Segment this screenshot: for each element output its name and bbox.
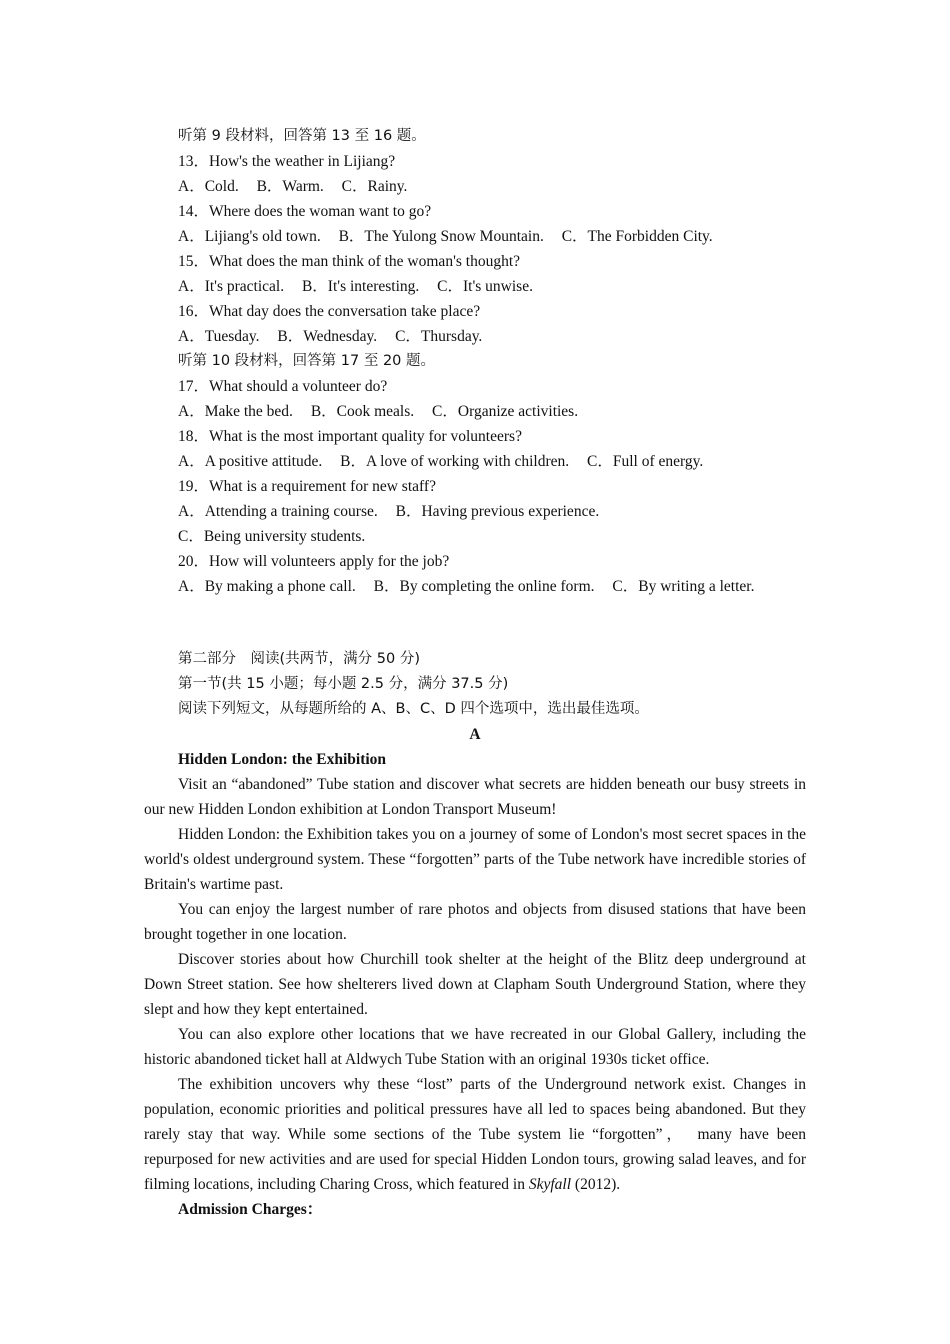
question-16: 16．What day does the conversation take place? bbox=[178, 303, 481, 320]
option-a: A．Tuesday. bbox=[178, 328, 260, 345]
paragraph-1: Visit an “abandoned” Tube station and discover what secrets are hidden beneath our busy streets in our new Hidden London exhibition at London Transport Museum! bbox=[144, 776, 806, 818]
paragraph-2: Hidden London: the Exhibition takes you on a journey of some of London's most secret spaces in the world's oldest underground system. These “forgotten” parts of the Tube network have incredible stories of Britain's wartime past. bbox=[144, 826, 806, 893]
question-19: 19．What is a requirement for new staff? bbox=[178, 478, 436, 495]
question-17: 17．What should a volunteer do? bbox=[178, 378, 388, 395]
option-a: A．Cold. bbox=[178, 178, 239, 195]
option-b: B．Warm. bbox=[256, 178, 324, 195]
option-b: B．It's interesting. bbox=[301, 278, 420, 295]
section-spacer bbox=[144, 599, 806, 647]
section-one-heading: 第一节(共 15 小题；每小题 2.5 分，满分 37.5 分) bbox=[178, 676, 509, 692]
question-18: 18．What is the most important quality for volunteers? bbox=[178, 428, 522, 445]
question-19-options bbox=[144, 499, 806, 524]
film-title: Skyfall bbox=[528, 1176, 572, 1193]
option-c: C．By writing a letter. bbox=[612, 578, 755, 595]
option-c: C．Being university students. bbox=[178, 528, 366, 545]
paragraph-6-end: (2012). bbox=[571, 1176, 621, 1193]
question-14: 14．Where does the woman want to go? bbox=[178, 203, 432, 220]
passage-title: Hidden London: the Exhibition bbox=[178, 751, 387, 768]
question-17-options bbox=[144, 399, 806, 424]
question-15: 15．What does the man think of the woman's thought? bbox=[178, 253, 521, 270]
document-page bbox=[144, 124, 806, 1222]
question-18-options bbox=[144, 449, 806, 474]
option-c: C．It's unwise. bbox=[437, 278, 533, 295]
paragraph-4: Discover stories about how Churchill took shelter at the height of the Blitz deep underground at Down Street station. See how shelterers lived down at Clapham South Underground Station, where they slept and how they kept entertained. bbox=[144, 951, 806, 1018]
option-a: A．A positive attitude. bbox=[178, 453, 323, 470]
section-9-intro: 听第 9 段材料，回答第 13 至 16 题。 bbox=[178, 128, 426, 144]
option-a: A．Lijiang's old town. bbox=[178, 228, 321, 245]
option-c: C．Thursday. bbox=[395, 328, 483, 345]
option-c: C．Full of energy. bbox=[587, 453, 704, 470]
option-c: C．Rainy. bbox=[341, 178, 408, 195]
part-two-heading: 第二部分 阅读(共两节，满分 50 分) bbox=[178, 651, 420, 667]
question-16-options bbox=[144, 324, 806, 349]
question-13: 13．How's the weather in Lijiang? bbox=[178, 153, 396, 170]
section-10-intro: 听第 10 段材料，回答第 17 至 20 题。 bbox=[178, 353, 436, 369]
option-a: A．Make the bed. bbox=[178, 403, 293, 420]
question-20-options bbox=[144, 574, 806, 599]
paragraph-6 bbox=[144, 1072, 806, 1197]
paragraph-3: You can enjoy the largest number of rare photos and objects from disused stations that have been brought together in one location. bbox=[144, 901, 806, 943]
paragraph-6-text: The exhibition uncovers why these “lost” parts of the Underground network exist. Changes in population, economic priorities and political pressures have all led to spaces being abandoned. But they rarely stay that way. While some sections of the Tube system lie “forgotten”， many have been repurposed for new activities and are used for special Hidden London tours, growing salad leaves, and for filming locations, including Charing Cross, which featured in bbox=[144, 1076, 806, 1193]
option-b: B．Having previous experience. bbox=[395, 503, 600, 520]
option-b: B．Wednesday. bbox=[277, 328, 378, 345]
passage-letter: A bbox=[469, 726, 481, 743]
paragraph-5: You can also explore other locations that we have recreated in our Global Gallery, including the historic abandoned ticket hall at Aldwych Tube Station with an original 1930s ticket office. bbox=[144, 1026, 806, 1068]
question-15-options bbox=[144, 274, 806, 299]
question-19-option-c-line bbox=[144, 524, 806, 549]
reading-instructions: 阅读下列短文，从每题所给的 A、B、C、D 四个选项中，选出最佳选项。 bbox=[178, 701, 649, 717]
option-b: B．By completing the online form. bbox=[373, 578, 595, 595]
question-20: 20．How will volunteers apply for the job? bbox=[178, 553, 450, 570]
option-a: A．It's practical. bbox=[178, 278, 285, 295]
admission-charges-heading: Admission Charges： bbox=[178, 1201, 323, 1218]
question-14-options bbox=[144, 224, 806, 249]
option-b: B．Cook meals. bbox=[310, 403, 415, 420]
option-c: C．Organize activities. bbox=[432, 403, 579, 420]
question-13-options bbox=[144, 174, 806, 199]
option-b: B．The Yulong Snow Mountain. bbox=[338, 228, 544, 245]
option-c: C．The Forbidden City. bbox=[561, 228, 713, 245]
option-a: A．By making a phone call. bbox=[178, 578, 356, 595]
option-b: B．A love of working with children. bbox=[340, 453, 570, 470]
option-a: A．Attending a training course. bbox=[178, 503, 378, 520]
